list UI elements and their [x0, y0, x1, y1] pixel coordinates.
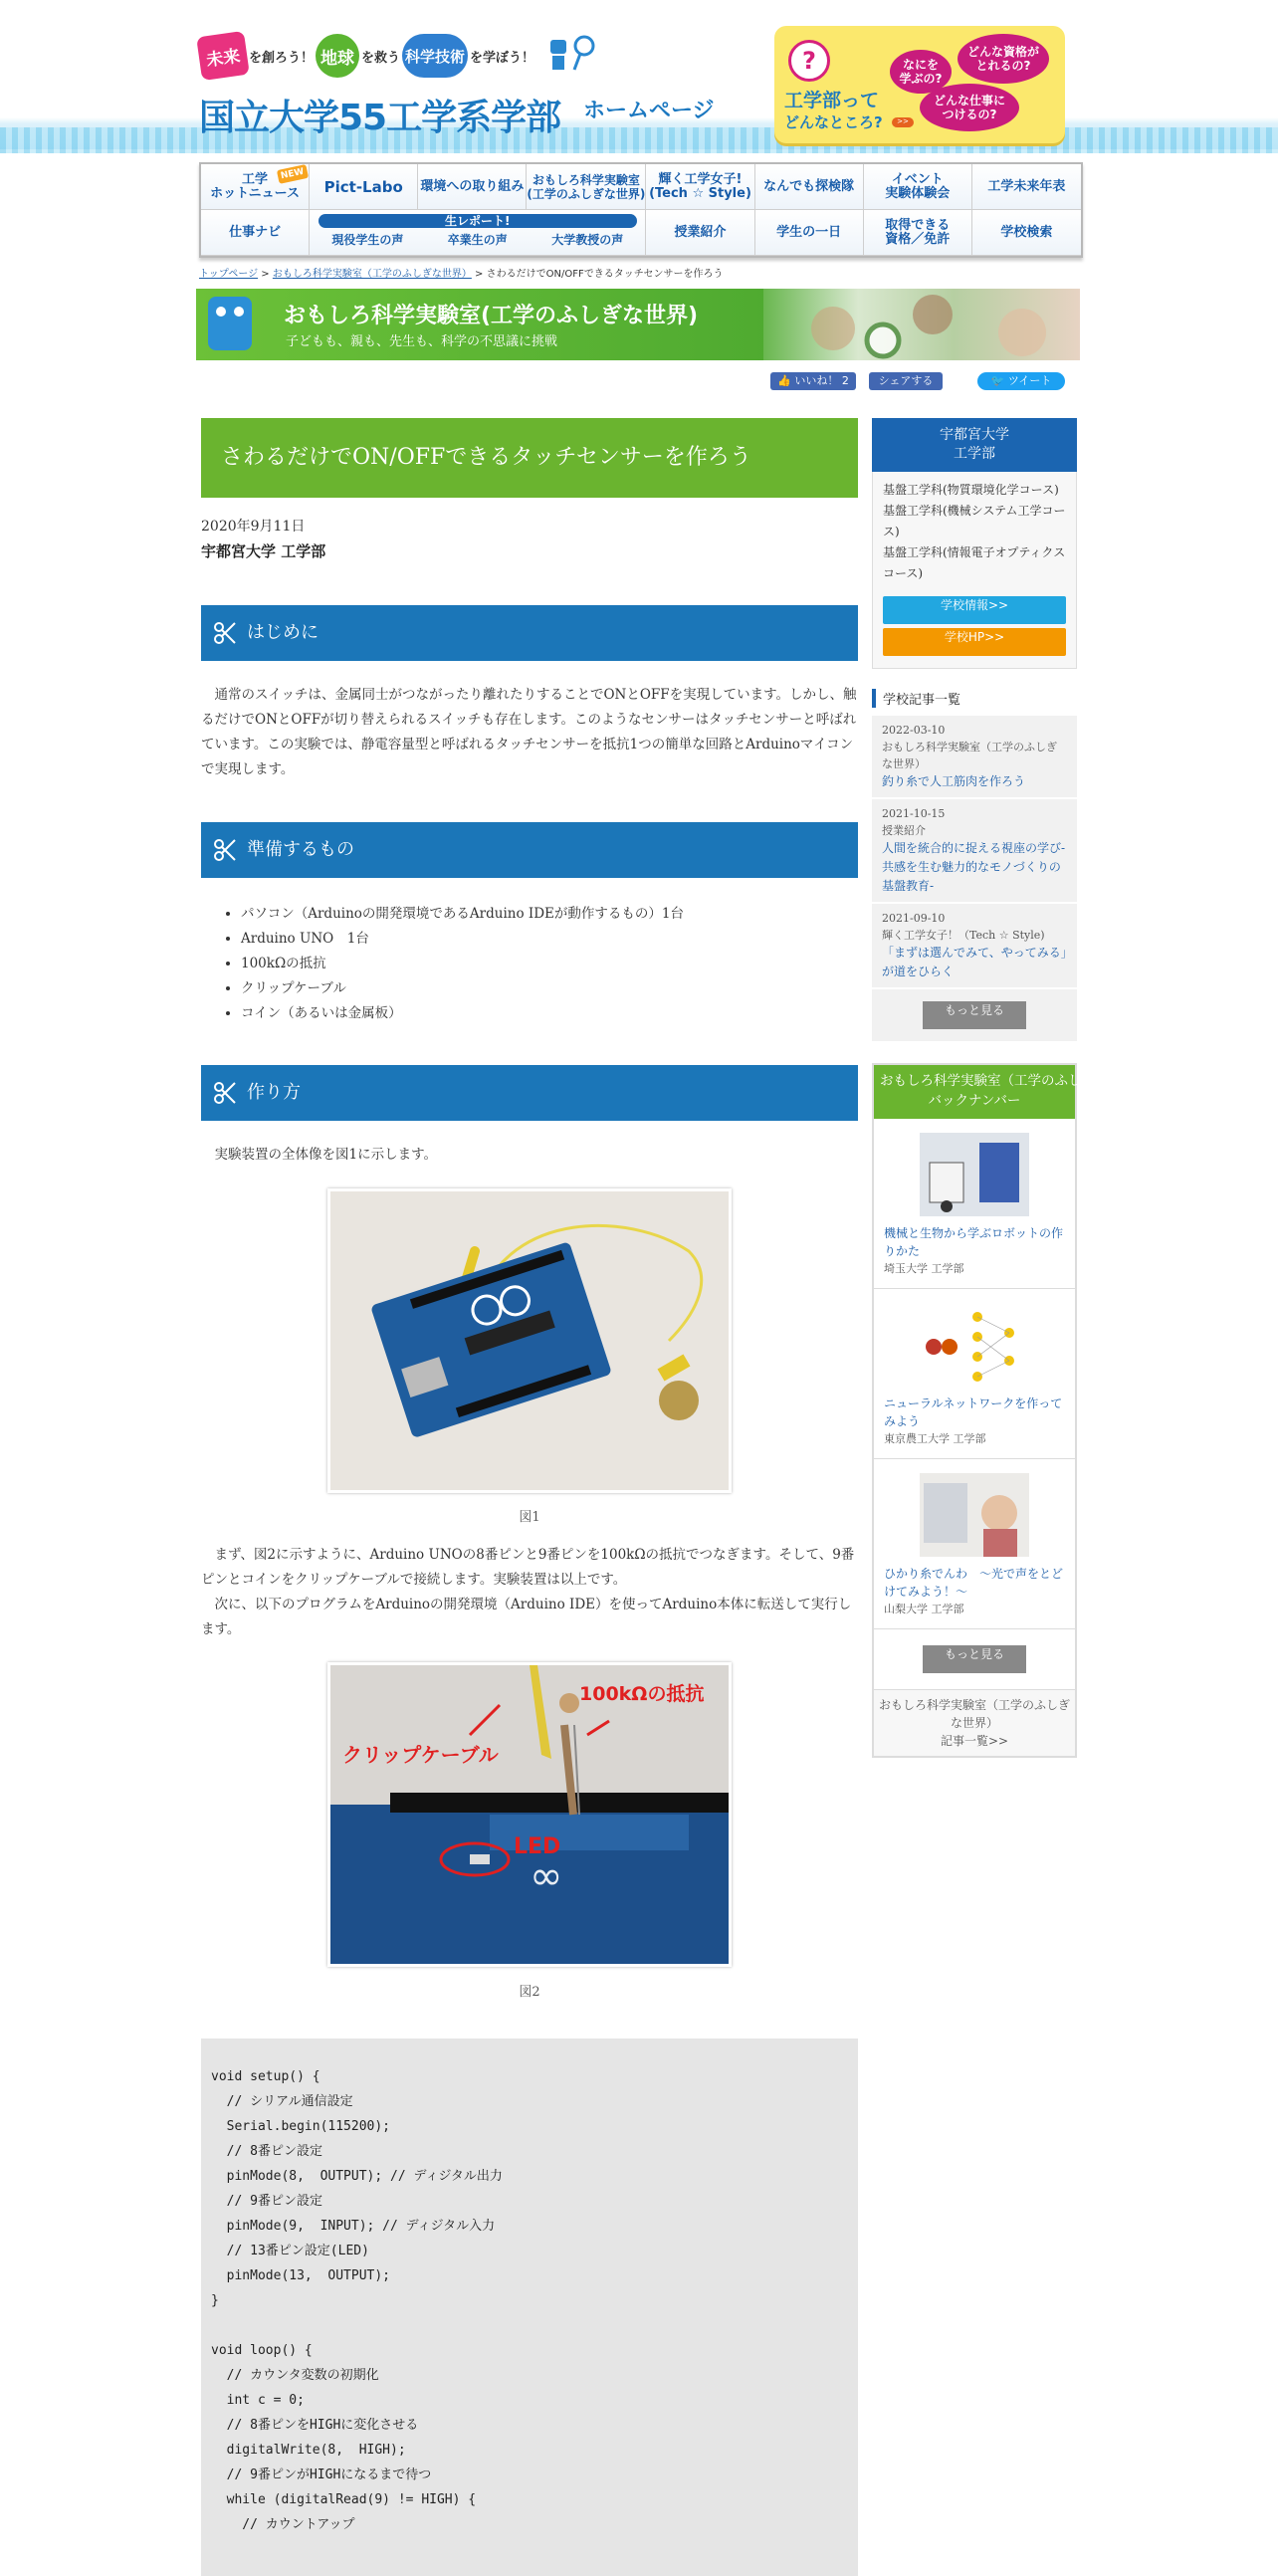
list-item: • クリップケーブル	[241, 976, 684, 1001]
list-item: • パソコン（Arduinoの開発環境であるArduino IDEが動作するもの）1台	[241, 902, 684, 927]
section-heading-intro-label: はじめに	[247, 622, 319, 643]
howto-paragraph-3: 次に、以下のプログラムをArduinoの開発環境（Arduino IDE）を使ってArduino本体に転送して実行します。	[201, 1597, 852, 1637]
site-title[interactable]: 国立大学55工学系学部	[199, 98, 561, 138]
like-button[interactable]: 👍 いいね！ 2	[770, 372, 856, 390]
department-item: 基盤工学科(情報電子オプティクスコース)	[883, 545, 1066, 580]
sidebar	[872, 418, 1149, 1758]
section-heading-howto	[201, 1065, 858, 1121]
school-info-button[interactable]: 学校情報>>	[883, 596, 1066, 624]
banner-subtitle: 子どもも、親も、先生も、科学の不思議に挑戦	[286, 334, 558, 349]
more-wrap	[872, 989, 1077, 1041]
twitter-bird-icon: 🐦	[990, 374, 1008, 387]
robot-icon	[544, 34, 598, 79]
article-list-item[interactable]	[872, 799, 1077, 904]
nav-classes[interactable]: 授業紹介	[646, 210, 754, 256]
scissors-icon	[213, 621, 237, 645]
school-articles-heading: 学校記事一覧	[872, 689, 1077, 708]
breadcrumb-home[interactable]: トップページ	[199, 269, 259, 280]
tagline-word-earth: 地球	[316, 34, 359, 78]
article-link[interactable]: 人間を統合的に捉える視座の学び-共感を生む魅力的なモノづくりの基盤教育-	[882, 841, 1066, 893]
department-item: 基盤工学科(機械システム工学コース)	[883, 504, 1066, 538]
robot-mascot-icon	[208, 297, 252, 350]
department-list	[873, 472, 1076, 592]
tagline-text-3: を学ぼう！	[470, 50, 535, 66]
breadcrumb	[199, 265, 724, 280]
nav-job-navi[interactable]: 仕事ナビ	[201, 210, 310, 256]
backnumber-thumb-network	[920, 1303, 1029, 1387]
breadcrumb-sep: >	[471, 269, 487, 280]
article-category: 輝く工学女子！（Tech ☆ Style)	[882, 929, 1045, 942]
figure-2-photo	[327, 1662, 732, 1967]
howto-paragraph-2: まず、図2に示すように、Arduino UNOの8番ピンと9番ピンを100kΩの抵抗でつなぎます。そして、9番ピンとコインをクリップケーブルで接続します。実験装置は以上です。	[201, 1547, 855, 1588]
promo-headline	[784, 90, 883, 133]
scissors-icon	[213, 1081, 237, 1105]
article-date: 2022-03-10	[882, 724, 946, 737]
nav-explorers[interactable]: なんでも探検隊	[755, 164, 864, 210]
tagline-text-2: を救う	[361, 50, 401, 66]
article-link[interactable]: 「まずは選んでみて、やってみる」が道をひらく	[882, 946, 1067, 978]
more-backnumbers-button[interactable]: もっと見る	[923, 1645, 1026, 1673]
backnumber-title[interactable]: ニューラルネットワークを作ってみよう	[884, 1396, 1063, 1428]
tagline-word-future: 未来	[196, 31, 250, 81]
breadcrumb-current: さわるだけでON/OFFできるタッチセンサーを作ろう	[486, 269, 724, 280]
nav-hot-news-label: 工学 ホットニュース	[210, 171, 300, 201]
nav-graduates-voice[interactable]: 卒業生の声	[447, 233, 508, 247]
global-nav	[199, 162, 1083, 258]
nav-tech-style[interactable]: 輝く工学女子! (Tech ☆ Style)	[646, 164, 754, 210]
materials-list	[241, 902, 684, 1026]
section-heading-howto-label: 作り方	[247, 1082, 301, 1103]
live-report-pill: 生レポート!	[319, 214, 637, 228]
school-box	[872, 472, 1077, 669]
code-block: void setup() { // シリアル通信設定 Serial.begin(115200); // 8番ピン設定 pinMode(8, OUTPUT); // ディジタル出力 // 9番ピン設定 pinMode(9, INPUT); // ディジタル入力 // 13番ピン設定(LED) pinMode(13, OUTPUT); } void loop() { // カウンタ変数の初期化 int c = 0; // 8番ピンをHIGHに変化させる digitalWrite(8, HIGH); // 9番ピンがHIGHになるまで待つ while (digitalRead(9) != HIGH) { // カウントアップ	[201, 2039, 858, 2576]
banner-title: おもしろ科学実験室(工学のふしぎな世界)	[284, 304, 699, 328]
more-articles-button[interactable]: もっと見る	[923, 1001, 1026, 1029]
figure-1-caption: 図1	[519, 1510, 540, 1525]
new-badge: NEW	[276, 164, 308, 184]
nav-professors-voice[interactable]: 大学教授の声	[551, 233, 624, 247]
banner-photo	[763, 289, 1080, 360]
figure-2-label-led: LED	[514, 1834, 561, 1859]
tweet-button[interactable]	[977, 372, 1065, 390]
promo-headline-1: 工学部って	[784, 90, 880, 111]
nav-events[interactable]: イベント 実験体験会	[864, 164, 972, 210]
backnumber-thumb-light-phone	[920, 1473, 1029, 1557]
article-category: おもしろ科学実験室（工学のふしぎな世界）	[882, 741, 1057, 770]
tagline-text-1: を創ろう！	[249, 50, 315, 66]
promo-bubble-job[interactable]: どんな仕事に つけるの?	[920, 84, 1019, 131]
intro-paragraph: 通常のスイッチは、金属同士がつながったり離れたりすることでONとOFFを実現しています。しかし、触るだけでONとOFFが切り替えられるスイッチも存在します。このようなセンサーはタッチセンサーと呼ばれています。この実験では、静電容量型と呼ばれるタッチセンサーを抵抗1つの簡単な回路とArduinoマイコンで実現します。	[201, 687, 857, 777]
nav-hot-news[interactable]	[201, 164, 310, 210]
article-date: 2021-09-10	[882, 912, 946, 925]
article-category: 授業紹介	[882, 824, 926, 837]
scissors-icon	[213, 838, 237, 862]
section-heading-materials-label: 準備するもの	[247, 839, 354, 860]
list-item: • Arduino UNO 1台	[241, 927, 684, 952]
list-item: • コイン（あるいは金属板）	[241, 1001, 684, 1026]
figure-2-caption: 図2	[519, 1985, 540, 2000]
promo-arrow-button[interactable]: >>	[892, 117, 914, 127]
nav-science-lab[interactable]: おもしろ科学実験室 (工学のふしぎな世界)	[527, 164, 646, 210]
tagline-word-tech: 科学技術	[402, 34, 468, 78]
promo-bubble-license[interactable]: どんな資格が とれるの?	[958, 34, 1049, 84]
backnumber-univ: 山梨大学 工学部	[884, 1603, 964, 1615]
backnumber-thumb-robot	[920, 1133, 1029, 1216]
share-button[interactable]: シェアする	[869, 372, 943, 390]
backnumber-item[interactable]	[874, 1119, 1075, 1289]
tagline	[199, 32, 598, 80]
nav-school-search[interactable]: 学校検索	[972, 210, 1081, 256]
header-stripe	[0, 127, 1278, 153]
backnumber-box	[872, 1063, 1149, 1758]
section-heading-intro	[201, 605, 858, 661]
article-date: 2020年9月11日	[201, 519, 306, 535]
backnumber-item[interactable]	[874, 1459, 1075, 1629]
breadcrumb-parent[interactable]: おもしろ科学実験室（工学のふしぎな世界）	[272, 269, 472, 280]
site-title-suffix[interactable]: ホームページ	[583, 99, 715, 123]
backnumber-footer-line2: 記事一覧>>	[940, 1734, 1009, 1748]
section-banner[interactable]	[196, 289, 1080, 360]
tweet-label: ツイート	[1007, 374, 1052, 387]
backnumber-title[interactable]: ひかり糸でんわ ～光で声をとどけてみよう！～	[884, 1567, 1064, 1599]
article-list-item[interactable]	[872, 716, 1077, 799]
department-item: 基盤工学科(物質環境化学コース)	[883, 483, 1059, 497]
section-heading-materials	[201, 822, 858, 878]
nav-live-report	[310, 210, 646, 256]
article-list-item[interactable]	[872, 904, 1077, 989]
article-author: 宇都宮大学 工学部	[201, 542, 326, 560]
promo-bubble-learn[interactable]: なにを 学ぶの?	[890, 50, 952, 94]
list-item: • 100kΩの抵抗	[241, 952, 684, 976]
backnumber-footer-line1: おもしろ科学実験室（工学のふしぎな世界）	[878, 1698, 1070, 1730]
backnumber-title[interactable]: 機械と生物から学ぶロボットの作りかた	[884, 1226, 1064, 1258]
live-report-subs	[310, 233, 645, 247]
nav-licenses[interactable]: 取得できる 資格／免許	[864, 210, 972, 256]
nav-pict-labo[interactable]: Pict-Labo	[310, 164, 418, 210]
backnumber-item[interactable]	[874, 1289, 1075, 1459]
nav-student-day[interactable]: 学生の一日	[755, 210, 864, 256]
figure-1-photo	[327, 1188, 732, 1493]
more-wrap-2	[874, 1629, 1075, 1689]
figure-2-label-clip: クリップケーブル	[342, 1743, 499, 1767]
backnumber-univ: 埼玉大学 工学部	[884, 1262, 964, 1275]
backnumber-heading: おもしろ科学実験室（工学のふしぎな世界） バックナンバー	[874, 1065, 1075, 1119]
nav-students-voice[interactable]: 現役学生の声	[331, 233, 404, 247]
svg-text:∞: ∞	[530, 1853, 563, 1899]
breadcrumb-sep: >	[258, 269, 273, 280]
article-date: 2021-10-15	[882, 807, 946, 820]
question-icon: ?	[788, 40, 830, 82]
nav-future-timeline[interactable]: 工学未来年表	[972, 164, 1081, 210]
nav-environment[interactable]: 環境への取り組み	[418, 164, 527, 210]
howto-paragraph-1: 実験装置の全体像を図1に示します。	[201, 1147, 438, 1163]
promo-headline-2: どんなところ?	[784, 113, 883, 131]
article-link[interactable]: 釣り糸で人工筋肉を作ろう	[882, 774, 1026, 788]
promo-box[interactable]	[774, 26, 1065, 143]
article-title: さわるだけでON/OFFできるタッチセンサーを作ろう	[201, 418, 858, 498]
school-heading[interactable]: 宇都宮大学 工学部	[872, 418, 1077, 472]
figure-2-label-resistor: 100kΩの抵抗	[579, 1683, 705, 1705]
school-hp-button[interactable]: 学校HP>>	[883, 628, 1066, 656]
backnumber-footer[interactable]	[874, 1689, 1075, 1756]
backnumber-univ: 東京農工大学 工学部	[884, 1432, 986, 1445]
